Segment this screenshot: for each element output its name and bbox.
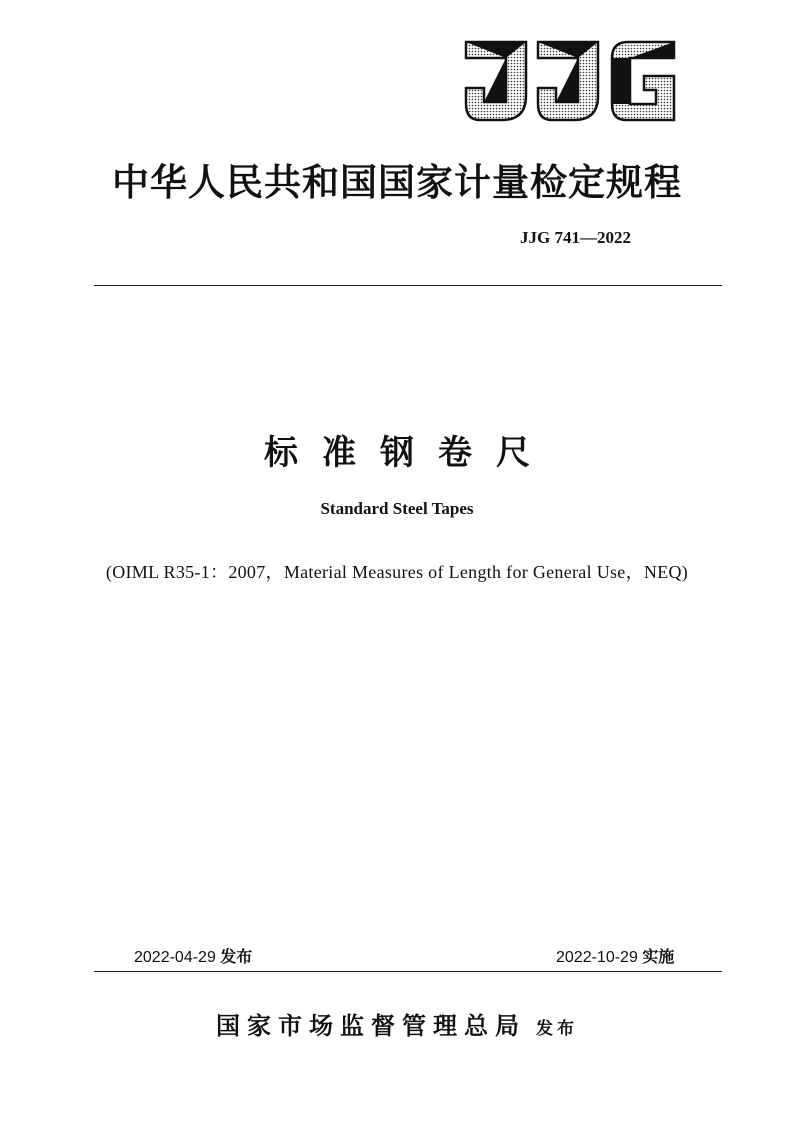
effective-date-line <box>556 944 674 967</box>
document-title-english: Standard Steel Tapes <box>320 499 474 518</box>
issue-date: 2022-04-29 <box>134 949 216 966</box>
oiml-reference: (OIML R35-1：2007，Material Measures of Length for General Use，NEQ) <box>105 562 689 582</box>
publisher-name: 国家市场监督管理总局 <box>216 1011 526 1040</box>
effective-date: 2022-10-29 <box>556 949 638 966</box>
bottom-divider <box>94 971 722 972</box>
effective-label: 实施 <box>642 947 675 966</box>
issue-label: 发布 <box>220 947 253 966</box>
document-series-title: 中华人民共和国国家计量检定规程 <box>112 160 682 204</box>
publisher-line <box>0 1006 794 1041</box>
issue-date-line <box>134 944 252 967</box>
jjg-logo <box>462 38 676 124</box>
document-number: JJG 741—2022 <box>520 228 631 247</box>
publisher-suffix: 发布 <box>536 1019 578 1039</box>
top-divider <box>94 285 722 286</box>
document-title-chinese: 标准钢卷尺 <box>264 433 554 473</box>
